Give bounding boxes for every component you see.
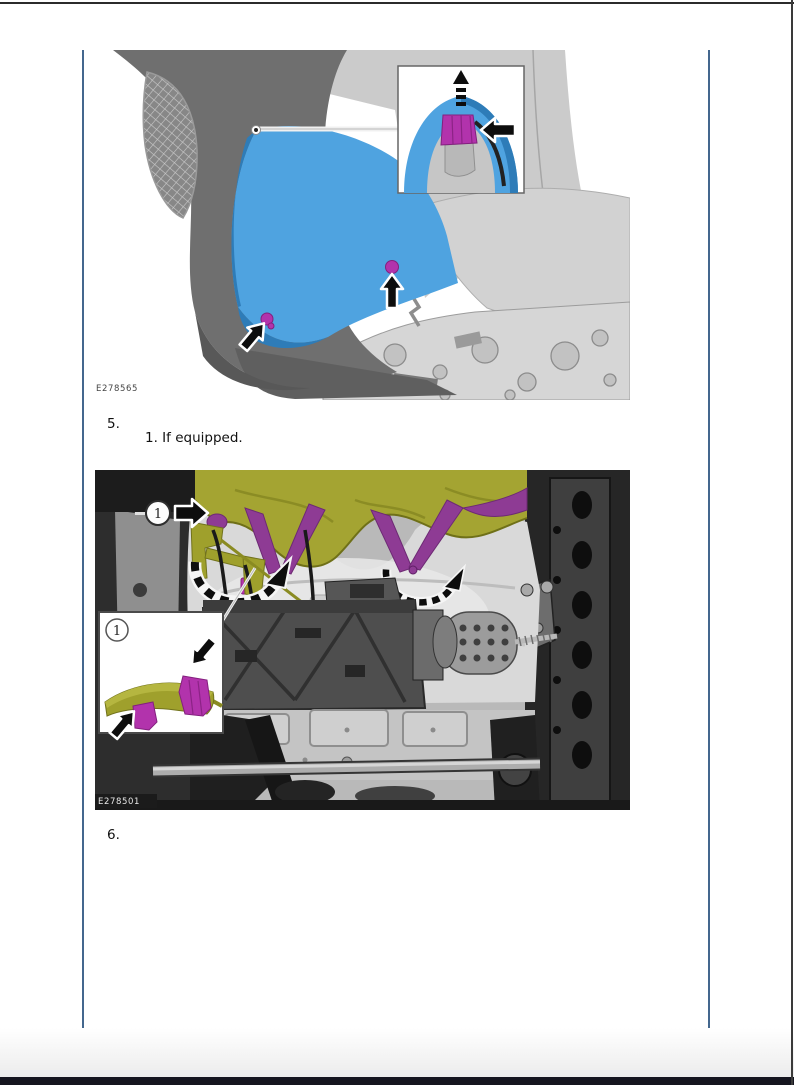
detail-inset — [398, 66, 524, 193]
inset-callout-number: 1 — [112, 624, 122, 639]
detail-inset — [99, 612, 223, 742]
retainer-pin-upper — [386, 261, 399, 274]
window-bottom-bar — [0, 1077, 794, 1085]
step-number-5: 5. — [107, 416, 120, 432]
figure-id-label: E278501 — [98, 797, 141, 807]
page-margin-rule-right — [708, 50, 710, 1028]
window-right-border — [791, 0, 793, 1085]
window-top-border — [0, 2, 794, 4]
figure-under-seat-photo — [95, 470, 630, 810]
step-5-substep-text: 1. If equipped. — [145, 430, 243, 446]
page-margin-rule-left — [82, 50, 84, 1028]
figure-id-label: E278565 — [96, 384, 139, 394]
step-number-6: 6. — [107, 827, 120, 843]
window-bottom-gradient — [0, 1028, 794, 1077]
figure-seat-valance-panel — [95, 50, 630, 400]
callout-1-number: 1 — [153, 507, 163, 522]
